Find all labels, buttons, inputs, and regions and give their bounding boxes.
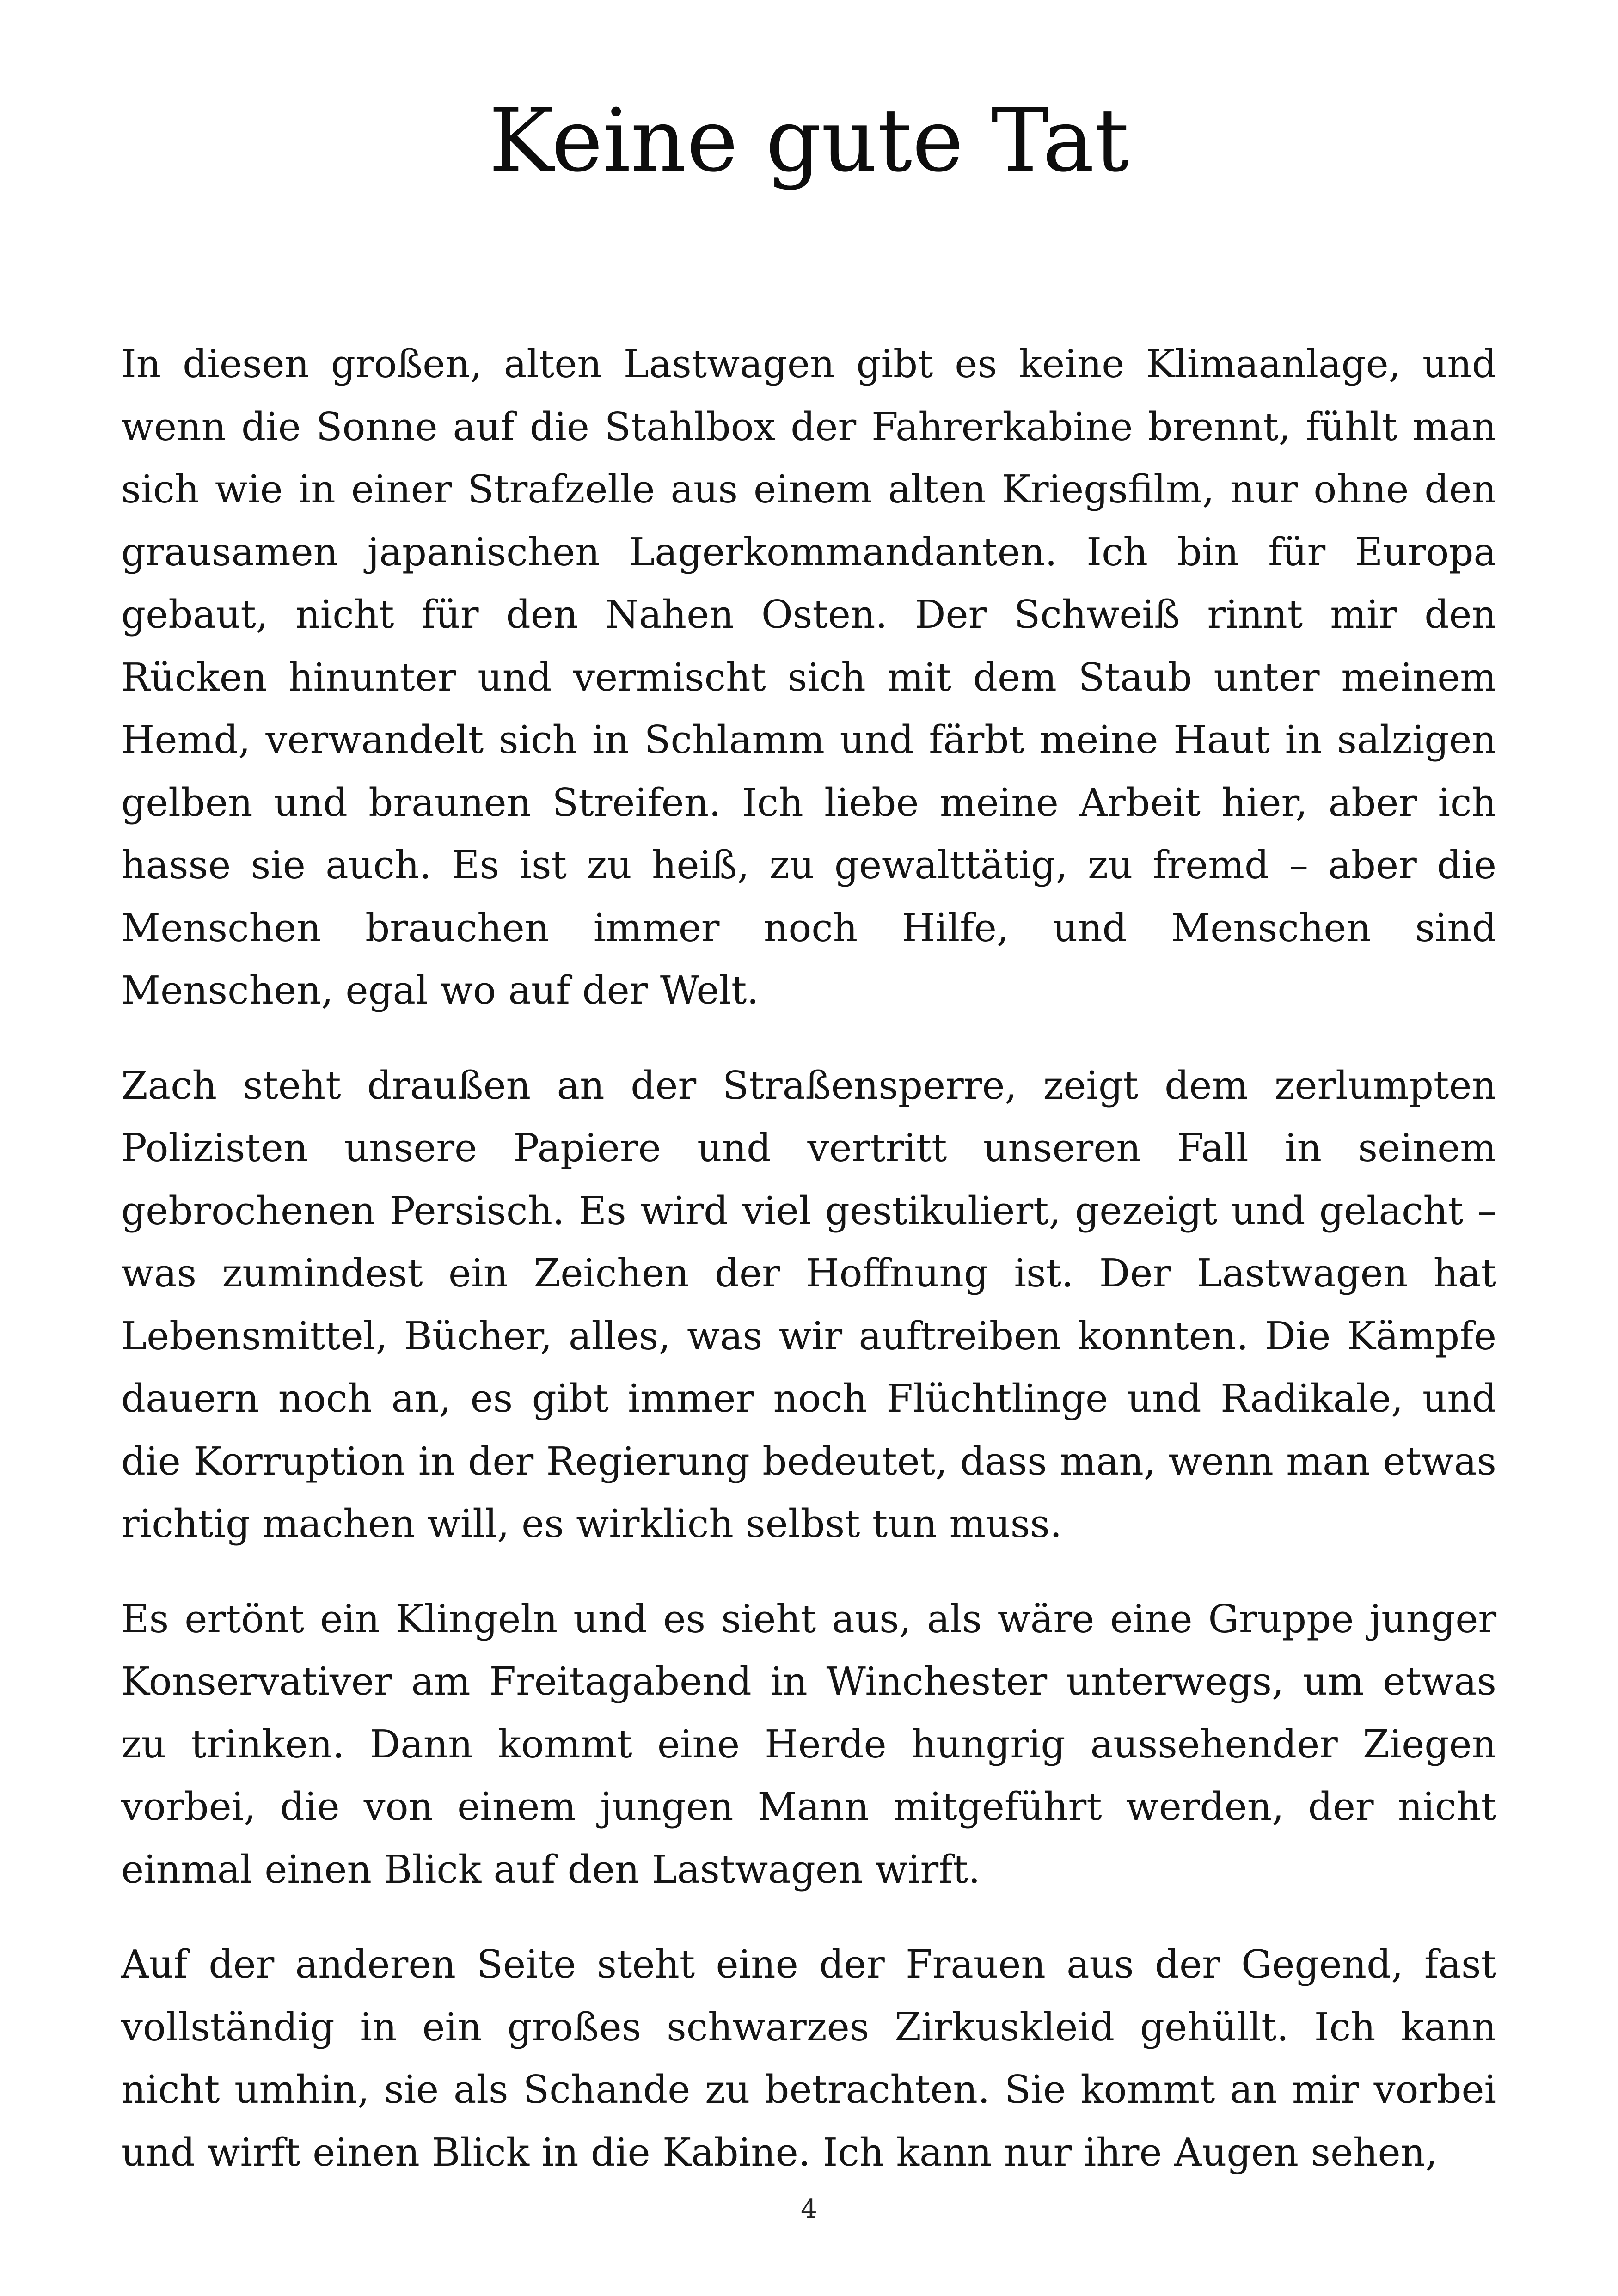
paragraph-2: Zach steht draußen an der Straßensperre, zeigt dem zerlumpten Polizisten unsere Papiere und vertritt unseren Fall in seinem gebrochenen Persisch. Es wird viel gestikuliert, gezeigt und gelacht – was zumindest ein Zeichen der Hoffnung ist. Der Lastwagen hat Lebensmittel, Bücher, alles, was wir auftreiben konnten. Die Kämpfe dauern noch an, es gibt immer noch Flüchtlinge und Radikale, und die Korruption in der Regierung bedeutet, dass man, wenn man etwas richtig machen will, es wirklich selbst tun muss. [121,1063,1496,1546]
chapter-title: Keine gute Tat [489,90,1129,191]
paragraph-3: Es ertönt ein Klingeln und es sieht aus, als wäre eine Gruppe junger Konservativer am Freitagabend in Winchester unterwegs, um etwas zu trinken. Dann kommt eine Herde hungrig aussehender Ziegen vorbei, die von einem jungen Mann mitgeführt werden, der nicht einmal einen Blick auf den Lastwagen wirft. [121,1596,1496,1892]
page-number: 4 [801,2194,817,2224]
paragraph-1: In diesen großen, alten Lastwagen gibt es keine Klimaanlage, und wenn die Sonne auf die Stahlbox der Fahrerkabine brennt, fühlt man sich wie in einer Strafzelle aus einem alten Kriegsfilm, nur ohne den grausamen japanischen Lagerkommandanten. Ich bin für Europa gebaut, nicht für den Nahen Osten. Der Schweiß rinnt mir den Rücken hinunter und vermischt sich mit dem Staub unter meinem Hemd, verwandelt sich in Schlamm und färbt meine Haut in salzigen gelben und braunen Streifen. Ich liebe meine Arbeit hier, aber ich hasse sie auch. Es ist zu heiß, zu gewalttätig, zu fremd – aber die Menschen brauchen immer noch Hilfe, und Menschen sind Menschen, egal wo auf der Welt. [121,342,1496,1013]
paragraph-4: Auf der anderen Seite steht eine der Frauen aus der Gegend, fast vollständig in ein großes schwarzes Zirkuskleid gehüllt. Ich kann nicht umhin, sie als Schande zu betrachten. Sie kommt an mir vorbei und wirft einen Blick in die Kabine. Ich kann nur ihre Augen sehen, [121,1942,1496,2175]
body-text [121,333,1496,2216]
